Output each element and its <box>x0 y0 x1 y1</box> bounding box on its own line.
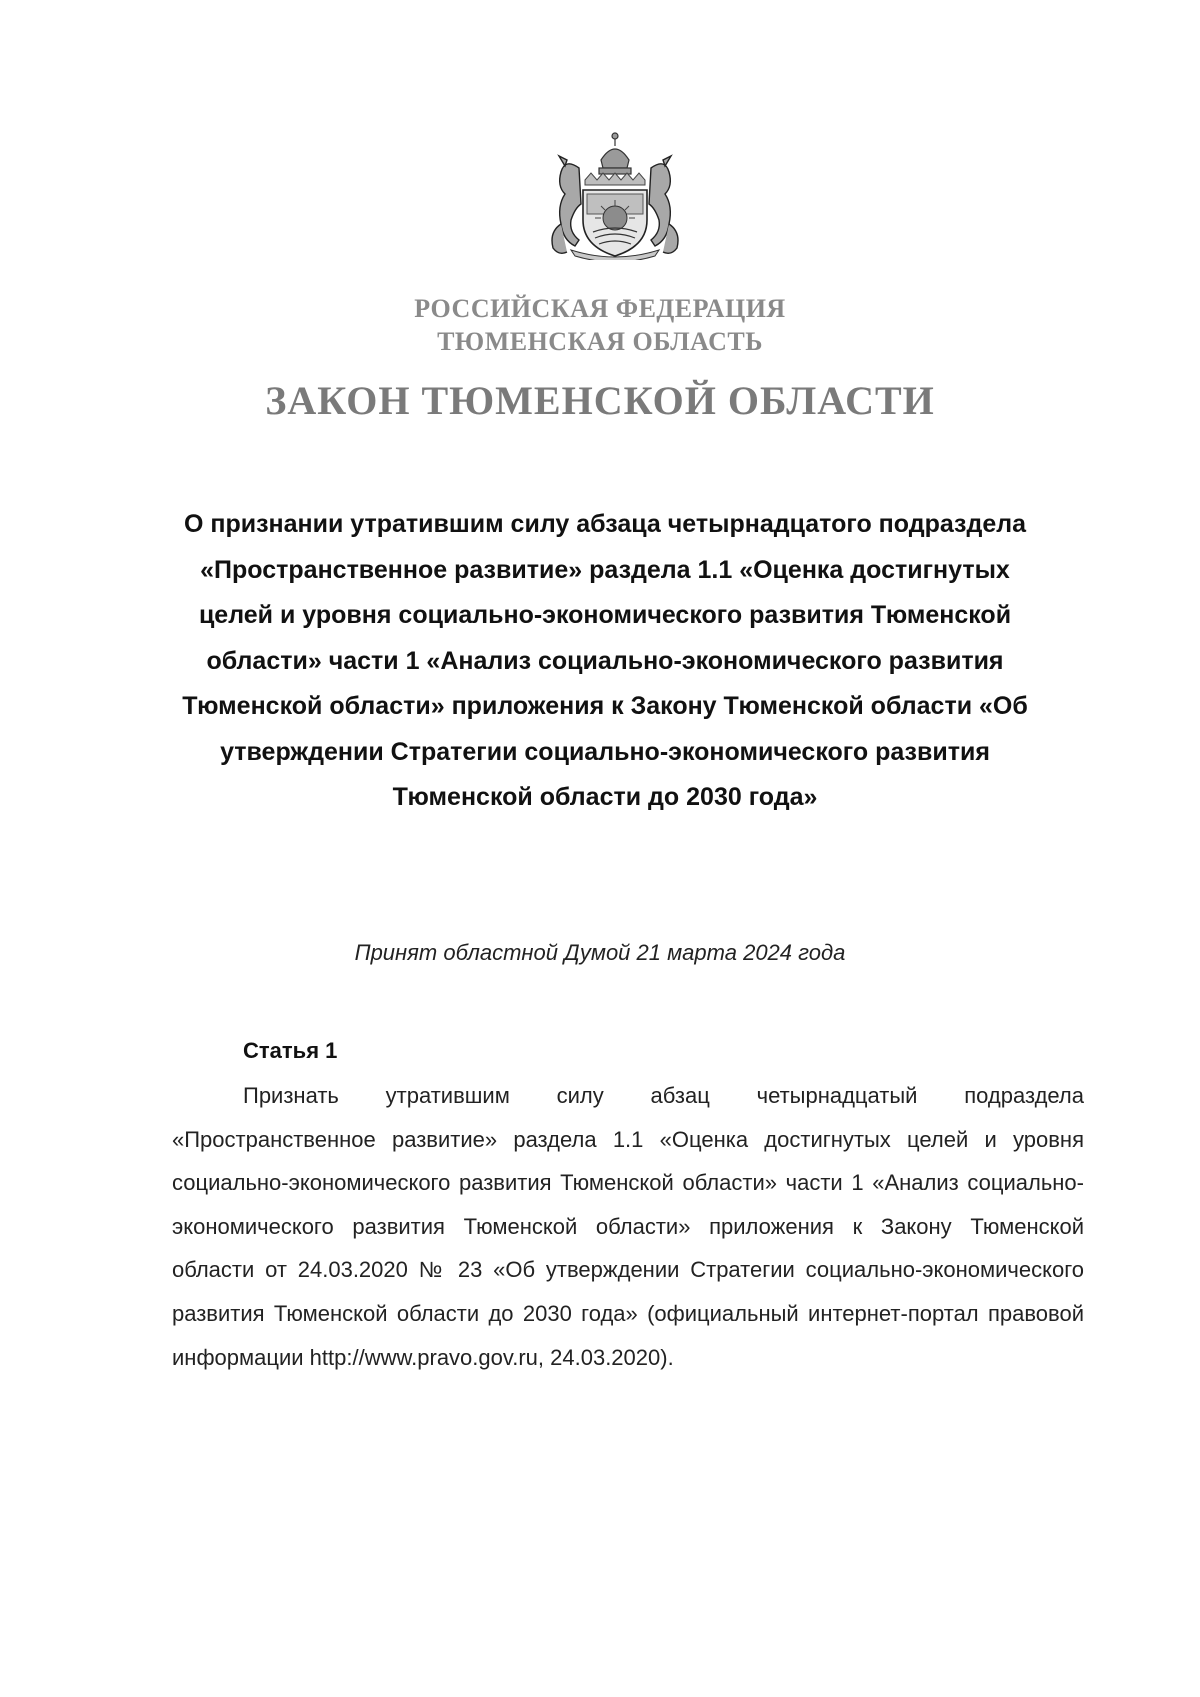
article-body: Признать утратившим силу абзац четырнадцатый подраздела «Пространственное развитие» раздела 1.1 «Оценка достигнутых целей и уровня социально-экономического развития Тюменской области» части 1 «Анализ социально-экономического развития Тюменской области» приложения к Закону Тюменской области от 24.03.2020 № 23 «Об утверждении Стратегии социально-экономического развития Тюменской области до 2030 года» (официальный интернет-портал правовой информации http://www.pravo.gov.ru, 24.03.2020). <box>172 1083 1084 1370</box>
coat-of-arms-icon <box>535 128 695 260</box>
law-title: О признании утратившим силу абзаца четырнадцатого подраздела «Пространственное развитие» раздела 1.1 «Оценка достигнутых целей и уровня социально-экономического развития Тюменской области» части 1 «Анализ социально-экономического развития Тюменской области» приложения к Закону Тюменской области «Об утверждении Стратегии социально-экономического развития Тюменской области до 2030 года» <box>182 510 1028 811</box>
country-name: РОССИЙСКАЯ ФЕДЕРАЦИЯ <box>414 294 786 323</box>
adoption-note: Принят областной Думой 21 марта 2024 года <box>354 940 846 965</box>
article-heading: Статья 1 <box>243 1038 338 1063</box>
region-name: ТЮМЕНСКАЯ ОБЛАСТЬ <box>437 327 763 356</box>
document-type: ЗАКОН ТЮМЕНСКОЙ ОБЛАСТИ <box>265 378 935 423</box>
